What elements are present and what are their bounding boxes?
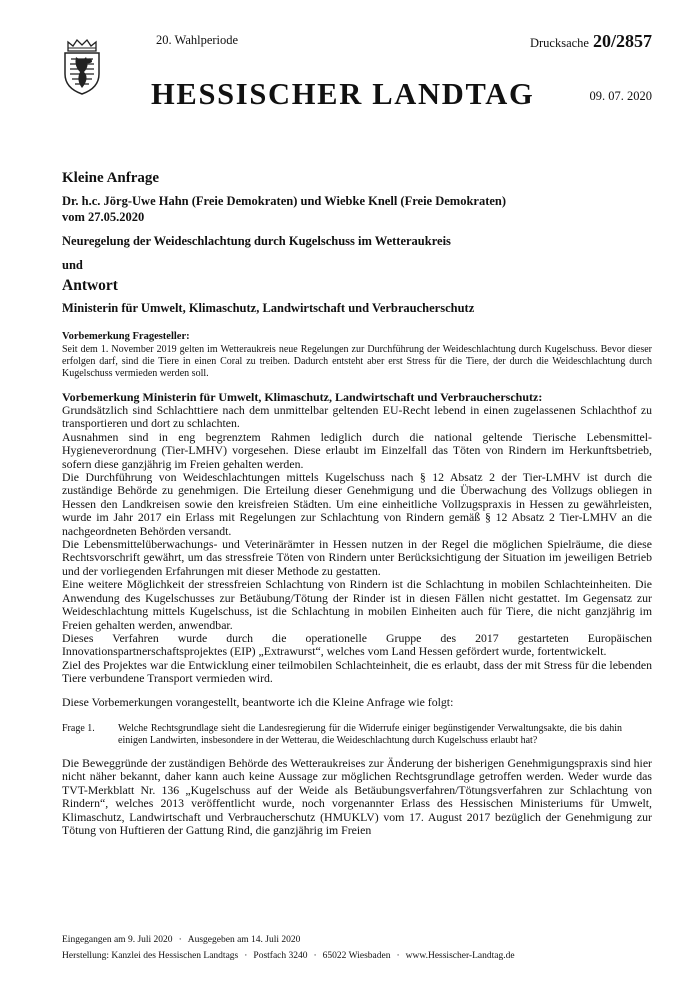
drucksache-value: 20/2857 [592,31,652,51]
separator: · [396,951,400,961]
paragraph: Grundsätzlich sind Schlachttiere nach dem unmittelbar geltenden EU-Recht lebend in einen zugelassenen Schlachthof zu transportieren und dort zu schlachten. [62,403,652,431]
paragraph: Die Durchführung von Weideschlachtungen mittels Kugelschuss nach § 12 Absatz 2 der Tier-LMHV ist durch die zuständige Behörde zu genehmigen. Die Erteilung dieser Genehmigung und die Überwachung des Vollzugs obliegen in Hessen den Landkreisen sowie den kreisfreien Städten. Um eine einheitliche Vollzugspraxis in Hessen zu gewährleisten, wurde im Jahr 2017 ein Erlass mit Regelungen zur Schlachtung von Rindern gemäß § 12 Absatz 2 Tier-LMHV an die nachgeordneten Behörden versandt. [62,470,652,538]
document-body [62,331,652,837]
city: 65022 Wiesbaden [322,951,391,961]
separator: · [244,951,248,961]
separator: · [178,935,182,945]
title-block [62,170,652,316]
hessen-coat-of-arms-icon [62,38,102,96]
subject: Neuregelung der Weideschlachtung durch Kugelschuss im Wetteraukreis [62,234,451,248]
footer-imprint [62,951,515,961]
website-link[interactable]: www.Hessischer-Landtag.de [405,951,515,961]
document-date: 09. 07. 2020 [589,89,652,103]
responder: Ministerin für Umwelt, Klimaschutz, Landwirtschaft und Verbraucherschutz [62,301,475,315]
parliament-title: HESSISCHER LANDTAG [151,77,535,111]
footer-dates [62,935,300,945]
drucksache-label: Drucksache [529,36,589,50]
und: und [62,258,83,272]
intro-sentence: Diese Vorbemerkungen vorangestellt, beantworte ich die Kleine Anfrage wie folgt: [62,694,454,709]
postbox: Postfach 3240 [253,951,308,961]
question-1 [62,723,652,747]
paragraph: Ziel des Projektes war die Entwicklung einer teilmobilen Schlachteinheit, die es erlaubt, dass der mit Stress für die lebenden Tiere verbundene Transport vermieden wird. [62,657,652,686]
vorbemerkung-ministerin-heading: Vorbemerkung Ministerin für Umwelt, Klimaschutz, Landwirtschaft und Verbraucherschutz: [62,390,543,404]
antwort-heading: Antwort [62,277,118,294]
question-label: Frage 1. [62,722,95,734]
paragraph: Dieses Verfahren wurde durch die operationelle Gruppe des 2017 gestarteten Europäischen Innovationspartnerschaftsprojektes (EIP) „Extrawurst“, welches vom Land Hessen gefördert wurde, fortentwickelt. [62,630,652,659]
doc-type: Kleine Anfrage [62,170,160,186]
vorbemerkung-fragesteller-text: Seit dem 1. November 2019 gelten im Wetteraukreis neue Regelungen zur Durchführung der Weideschlachtung durch Kugelschuss. Bevor dieser erfolgen darf, sind die Tiere in einen Coral zu treiben. Dadurch entsteht aber erst Stress für die Tiere, der durch die Weideschlachtung durch Kugelschuss vermieden werden soll. [62,344,652,379]
vorbemerkung-fragesteller-heading: Vorbemerkung Fragesteller: [62,331,190,342]
authors: Dr. h.c. Jörg-Uwe Hahn (Freie Demokraten) und Wiebke Knell (Freie Demokraten) [62,194,507,208]
paragraph: Ausnahmen sind in eng begrenztem Rahmen lediglich durch die national geltende Tierische Lebensmittel-Hygieneverordnung (Tier-LMHV) vorgesehen. Diese erlaubt im Einzelfall das Töten von Rindern im Herkunftsbetrieb, sofern diese ganzjährig im Freien gehalten werden. [62,429,652,471]
received-date: Eingegangen am 9. Juli 2020 [62,935,173,945]
answer-1: Die Beweggründe der zuständigen Behörde des Wetteraukreises zur Änderung der bisherigen Genehmigungspraxis sind hier nicht näher bekannt, daher kann auch keine Aussage zur möglichen Rechtsgrundlage getroffen werden. Weder wurde das TVT-Merkblatt Nr. 136 „Kugelschuss auf der Weide als Betäubungsverfahren/Tötungsverfahren zur Schlachtung von Rindern“, welches 2013 veröffentlicht wurde, noch vorgenannter Erlass des Hessischen Ministeriums für Umwelt, Klimaschutz, Landwirtschaft und Verbraucherschutz (HMUKLV) vom 17. August 2017 bezüglich der Genehmigung zur Tötung von Huftieren der Gattung Rind, die ganzjährig im Freien [62,755,652,837]
publisher: Herstellung: Kanzlei des Hessischen Landtags [62,951,239,961]
inquiry-date: vom 27.05.2020 [62,210,145,224]
legislative-period: 20. Wahlperiode [156,33,239,47]
paragraph: Die Lebensmittelüberwachungs- und Veterinärämter in Hessen nutzen in der Regel die möglichen Spielräume, die diese Rechtsvorschrift gewährt, um das stressfreie Töten von Rindern unter Berücksichtigung der Situation im jeweiligen Betrieb und der vorliegenden Erfahrungen mit dieser Methode zu gestatten. [62,537,652,578]
issued-date: Ausgegeben am 14. Juli 2020 [187,935,301,945]
question-text: Welche Rechtsgrundlage sieht die Landesregierung für die Widerrufe einiger begünstigender Verwaltungsakte, die bis dahin einigen Landwirten, insbesondere in der Wetterau, die Weideschlachtung durch Kugelschuss erlaubt hat? [118,722,622,746]
drucksache-number [530,31,652,52]
paragraph: Eine weitere Möglichkeit der stressfreien Schlachtung von Rindern ist die Schlachtung in mobilen Schlachteinheiten. Die Anwendung des Kugelschusses zur Betäubung/Tötung der Rinder ist in diesen Fällen nicht gestattet. Im Gegensatz zur Weideschlachtung mittels Kugelschuss, ist die Schlachtung in mobilen Einheiten auch für Tiere, die nicht ganzjährig im Freien gehalten werden, anwendbar. [62,577,652,632]
separator: · [313,951,317,961]
